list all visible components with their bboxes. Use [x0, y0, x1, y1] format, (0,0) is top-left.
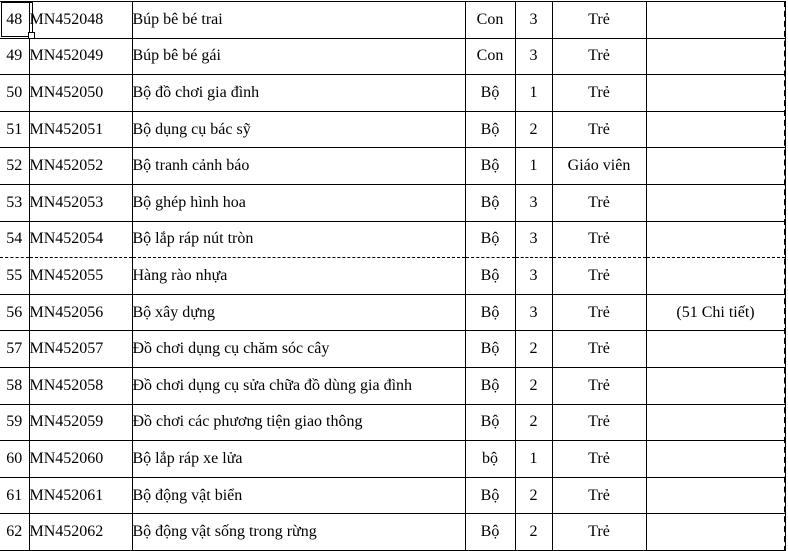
- cell-unit[interactable]: Bộ: [465, 184, 515, 221]
- cell-code[interactable]: MN452050: [29, 75, 132, 112]
- cell-qty[interactable]: 3: [515, 294, 552, 331]
- cell-code[interactable]: MN452048: [29, 2, 132, 39]
- cell-user[interactable]: Trẻ: [552, 514, 646, 551]
- table-row: [0, 331, 785, 368]
- cell-user[interactable]: Trẻ: [552, 331, 646, 368]
- cell-note[interactable]: [646, 441, 785, 478]
- cell-code[interactable]: MN452056: [29, 294, 132, 331]
- cell-note[interactable]: [646, 148, 785, 185]
- cell-no[interactable]: 56: [0, 294, 29, 331]
- cell-name[interactable]: Bộ dụng cụ bác sỹ: [132, 111, 465, 148]
- cell-unit[interactable]: Bộ: [465, 294, 515, 331]
- cell-no[interactable]: 51: [0, 111, 29, 148]
- cell-code[interactable]: MN452059: [29, 404, 132, 441]
- cell-no[interactable]: 58: [0, 367, 29, 404]
- cell-qty[interactable]: 3: [515, 38, 552, 75]
- table-row: [0, 38, 785, 75]
- cell-note[interactable]: [646, 111, 785, 148]
- cell-name[interactable]: Bộ lắp ráp nút tròn: [132, 221, 465, 258]
- cell-no[interactable]: 54: [0, 221, 29, 258]
- cell-unit[interactable]: Bộ: [465, 477, 515, 514]
- cell-qty[interactable]: 3: [515, 2, 552, 39]
- table-row: [0, 111, 785, 148]
- cell-name[interactable]: Bộ ghép hình hoa: [132, 184, 465, 221]
- cell-qty[interactable]: 1: [515, 148, 552, 185]
- cell-qty[interactable]: 2: [515, 404, 552, 441]
- cell-name[interactable]: Bộ tranh cảnh báo: [132, 148, 465, 185]
- cell-note[interactable]: [646, 404, 785, 441]
- cell-user[interactable]: Trẻ: [552, 404, 646, 441]
- cell-user[interactable]: Giáo viên: [552, 148, 646, 185]
- cell-no[interactable]: 61: [0, 477, 29, 514]
- inventory-table: [0, 1, 786, 551]
- cell-code[interactable]: MN452054: [29, 221, 132, 258]
- cell-note[interactable]: [646, 258, 785, 295]
- cell-no[interactable]: 48: [0, 2, 29, 39]
- cell-no[interactable]: 52: [0, 148, 29, 185]
- cell-note[interactable]: [646, 2, 785, 39]
- cell-name[interactable]: Đồ chơi dụng cụ chăm sóc cây: [132, 331, 465, 368]
- cell-qty[interactable]: 2: [515, 477, 552, 514]
- cell-code[interactable]: MN452049: [29, 38, 132, 75]
- cell-unit[interactable]: Bộ: [465, 221, 515, 258]
- cell-no[interactable]: 59: [0, 404, 29, 441]
- cell-qty[interactable]: 2: [515, 111, 552, 148]
- cell-user[interactable]: Trẻ: [552, 441, 646, 478]
- cell-no[interactable]: 60: [0, 441, 29, 478]
- cell-qty[interactable]: 1: [515, 75, 552, 112]
- cell-user[interactable]: Trẻ: [552, 111, 646, 148]
- inventory-table-body: [0, 2, 785, 551]
- cell-unit[interactable]: Con: [465, 2, 515, 39]
- page-boundary-dashed-line: [784, 1, 786, 551]
- document-page: [0, 1, 788, 551]
- cell-name[interactable]: Bộ động vật sống trong rừng: [132, 514, 465, 551]
- cell-no[interactable]: 49: [0, 38, 29, 75]
- cell-name[interactable]: Đồ chơi các phương tiện giao thông: [132, 404, 465, 441]
- cell-user[interactable]: Trẻ: [552, 184, 646, 221]
- cell-user[interactable]: Trẻ: [552, 294, 646, 331]
- cell-code[interactable]: MN452055: [29, 258, 132, 295]
- cell-note[interactable]: (51 Chi tiết): [646, 294, 785, 331]
- cell-note[interactable]: [646, 184, 785, 221]
- cell-user[interactable]: Trẻ: [552, 38, 646, 75]
- table-row: [0, 75, 785, 112]
- cell-note[interactable]: [646, 514, 785, 551]
- cell-no[interactable]: 50: [0, 75, 29, 112]
- cell-name[interactable]: Hàng rào nhựa: [132, 258, 465, 295]
- cell-qty[interactable]: 3: [515, 221, 552, 258]
- cell-note[interactable]: [646, 75, 785, 112]
- table-row: [0, 2, 785, 39]
- cell-qty[interactable]: 3: [515, 258, 552, 295]
- cell-no[interactable]: 57: [0, 331, 29, 368]
- cell-qty[interactable]: 2: [515, 331, 552, 368]
- cell-unit[interactable]: bộ: [465, 441, 515, 478]
- table-row: [0, 441, 785, 478]
- cell-unit[interactable]: Bộ: [465, 258, 515, 295]
- cell-no[interactable]: 55: [0, 258, 29, 295]
- cell-note[interactable]: [646, 38, 785, 75]
- table-row: [0, 294, 785, 331]
- cell-user[interactable]: Trẻ: [552, 75, 646, 112]
- cell-code[interactable]: MN452060: [29, 441, 132, 478]
- cell-name[interactable]: Búp bê bé gái: [132, 38, 465, 75]
- cell-name[interactable]: Bộ lắp ráp xe lửa: [132, 441, 465, 478]
- cell-no[interactable]: 62: [0, 514, 29, 551]
- cell-qty[interactable]: 2: [515, 514, 552, 551]
- cell-unit[interactable]: Bộ: [465, 331, 515, 368]
- cell-unit[interactable]: Con: [465, 38, 515, 75]
- cell-code[interactable]: MN452058: [29, 367, 132, 404]
- table-row: [0, 148, 785, 185]
- table-row: [0, 367, 785, 404]
- cell-name[interactable]: Đồ chơi dụng cụ sửa chữa đồ dùng gia đình: [132, 367, 465, 404]
- cell-code[interactable]: MN452053: [29, 184, 132, 221]
- cell-qty[interactable]: 2: [515, 367, 552, 404]
- cell-name[interactable]: Bộ động vật biển: [132, 477, 465, 514]
- cell-unit[interactable]: Bộ: [465, 367, 515, 404]
- cell-code[interactable]: MN452057: [29, 331, 132, 368]
- cell-unit[interactable]: Bộ: [465, 148, 515, 185]
- cell-user[interactable]: Trẻ: [552, 477, 646, 514]
- cell-user[interactable]: Trẻ: [552, 2, 646, 39]
- table-row: [0, 184, 785, 221]
- cell-unit[interactable]: Bộ: [465, 111, 515, 148]
- cell-unit[interactable]: Bộ: [465, 75, 515, 112]
- cell-name[interactable]: Búp bê bé trai: [132, 2, 465, 39]
- cell-note[interactable]: [646, 221, 785, 258]
- cell-qty[interactable]: 3: [515, 184, 552, 221]
- cell-qty[interactable]: 1: [515, 441, 552, 478]
- cell-user[interactable]: Trẻ: [552, 221, 646, 258]
- cell-note[interactable]: [646, 331, 785, 368]
- cell-code[interactable]: MN452051: [29, 111, 132, 148]
- cell-no[interactable]: 53: [0, 184, 29, 221]
- cell-name[interactable]: Bộ xây dựng: [132, 294, 465, 331]
- cell-code[interactable]: MN452062: [29, 514, 132, 551]
- cell-note[interactable]: [646, 477, 785, 514]
- cell-user[interactable]: Trẻ: [552, 258, 646, 295]
- selection-fill-handle[interactable]: [28, 32, 35, 39]
- cell-unit[interactable]: Bộ: [465, 514, 515, 551]
- cell-name[interactable]: Bộ đồ chơi gia đình: [132, 75, 465, 112]
- cell-note[interactable]: [646, 367, 785, 404]
- table-row: [0, 221, 785, 258]
- cell-user[interactable]: Trẻ: [552, 367, 646, 404]
- cell-unit[interactable]: Bộ: [465, 404, 515, 441]
- table-row: [0, 477, 785, 514]
- table-row: [0, 514, 785, 551]
- table-row: [0, 404, 785, 441]
- table-row: [0, 258, 785, 295]
- cell-code[interactable]: MN452052: [29, 148, 132, 185]
- cell-code[interactable]: MN452061: [29, 477, 132, 514]
